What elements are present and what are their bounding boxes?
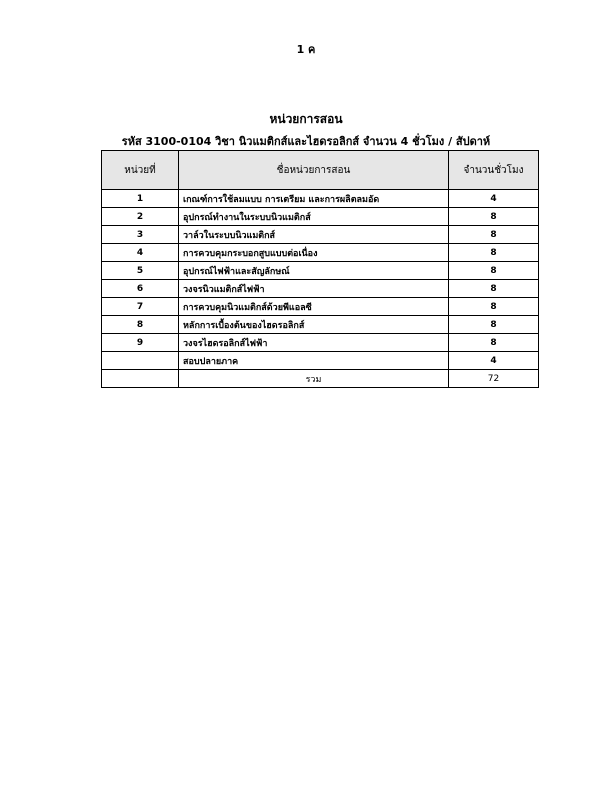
unit-hours: 8 <box>449 316 539 334</box>
unit-hours: 8 <box>449 208 539 226</box>
unit-hours: 8 <box>449 226 539 244</box>
unit-name: อุปกรณ์ไฟฟ้าและสัญลักษณ์ <box>179 262 449 280</box>
unit-name: หลักการเบื้องต้นของไฮดรอลิกส์ <box>179 316 449 334</box>
unit-hours: 8 <box>449 244 539 262</box>
unit-hours: 8 <box>449 262 539 280</box>
unit-hours: 8 <box>449 280 539 298</box>
unit-name: เกณฑ์การใช้ลมแบบ การเตรียม และการผลิตลมอัด <box>179 190 449 208</box>
table-row <box>102 226 539 244</box>
table-row <box>102 208 539 226</box>
table-row <box>102 244 539 262</box>
unit-name: วงจรนิวแมติกส์ไฟฟ้า <box>179 280 449 298</box>
total-row <box>102 370 539 388</box>
unit-name: สอบปลายภาค <box>179 352 449 370</box>
table-row <box>102 190 539 208</box>
unit-name: วาล์วในระบบนิวแมติกส์ <box>179 226 449 244</box>
unit-number: 9 <box>102 334 179 352</box>
unit-number: 3 <box>102 226 179 244</box>
unit-hours: 8 <box>449 298 539 316</box>
unit-name: การควบคุมนิวแมติกส์ด้วยพีแอลซี <box>179 298 449 316</box>
unit-number: 6 <box>102 280 179 298</box>
table-row <box>102 262 539 280</box>
table-row <box>102 334 539 352</box>
total-label: รวม <box>179 370 449 388</box>
unit-name: การควบคุมกระบอกสูบแบบต่อเนื่อง <box>179 244 449 262</box>
header-hours: จำนวนชั่วโมง <box>449 151 539 190</box>
unit-name: วงจรไฮดรอลิกส์ไฟฟ้า <box>179 334 449 352</box>
unit-hours: 4 <box>449 190 539 208</box>
unit-number: 2 <box>102 208 179 226</box>
unit-hours: 4 <box>449 352 539 370</box>
header-unit: หน่วยที่ <box>102 151 179 190</box>
page-title: หน่วยการสอน <box>269 112 343 126</box>
table-header-row <box>102 151 539 190</box>
unit-number: 7 <box>102 298 179 316</box>
unit-number: 4 <box>102 244 179 262</box>
course-subtitle: รหัส 3100-0104 วิชา นิวแมติกส์และไฮดรอลิกส์ จำนวน 4 ชั่วโมง / สัปดาห์ <box>121 135 491 148</box>
unit-number <box>102 352 179 370</box>
unit-number: 5 <box>102 262 179 280</box>
table-row <box>102 280 539 298</box>
total-hours: 72 <box>449 370 539 388</box>
table-row <box>102 352 539 370</box>
page-number: 1 ค <box>296 43 316 56</box>
unit-number: 1 <box>102 190 179 208</box>
unit-hours: 8 <box>449 334 539 352</box>
header-unit-name: ชื่อหน่วยการสอน <box>179 151 449 190</box>
teaching-units-table <box>101 150 539 388</box>
total-empty-cell <box>102 370 179 388</box>
unit-name: อุปกรณ์ทำงานในระบบนิวแมติกส์ <box>179 208 449 226</box>
table-row <box>102 316 539 334</box>
unit-number: 8 <box>102 316 179 334</box>
table-row <box>102 298 539 316</box>
